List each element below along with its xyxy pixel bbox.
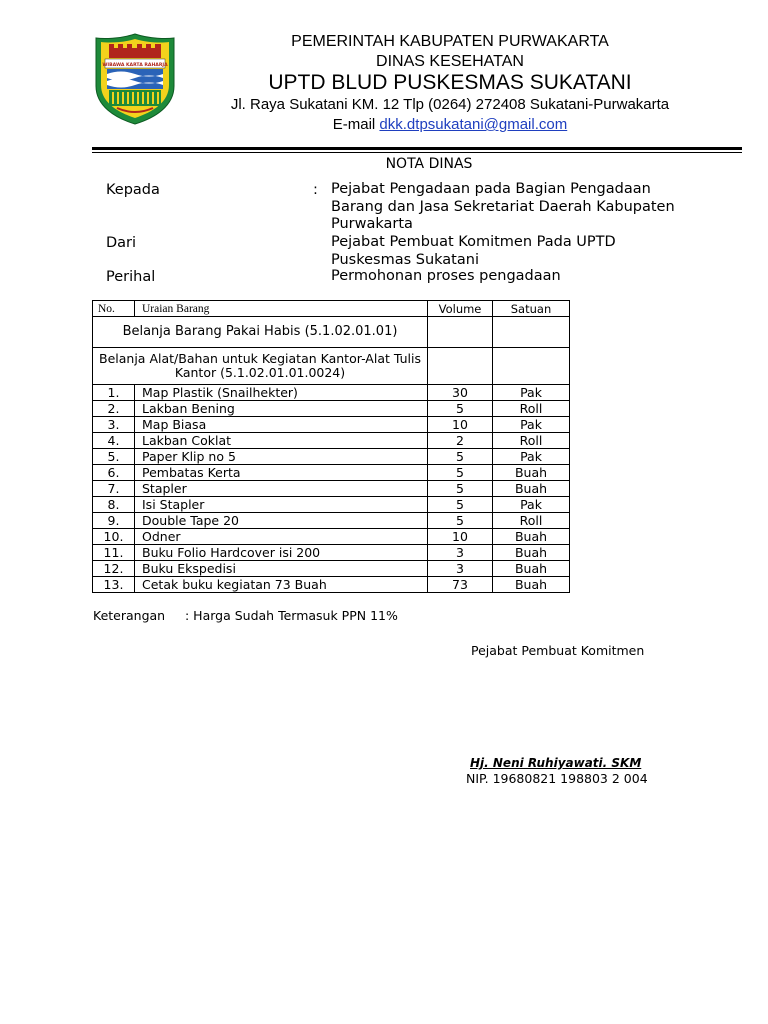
item-no: 10.	[93, 529, 135, 545]
item-uraian: Map Biasa	[135, 417, 428, 433]
item-no: 5.	[93, 449, 135, 465]
letterhead-address: Jl. Raya Sukatani KM. 12 Tlp (0264) 272408 Sukatani-Purwakarta	[230, 96, 670, 113]
dari-label: Dari	[106, 235, 137, 251]
signature-role: Pejabat Pembuat Komitmen	[471, 643, 645, 658]
item-volume: 10	[428, 417, 493, 433]
group-satuan-cell	[493, 317, 570, 348]
table-header-row	[93, 301, 570, 317]
table-row	[93, 529, 570, 545]
item-uraian: Stapler	[135, 481, 428, 497]
header-divider-thin	[92, 152, 742, 153]
header-no: No.	[93, 301, 135, 317]
table-row	[93, 385, 570, 401]
item-volume: 5	[428, 401, 493, 417]
letterhead-department: DINAS KESEHATAN	[376, 53, 524, 70]
item-satuan: Pak	[493, 385, 570, 401]
item-satuan: Roll	[493, 401, 570, 417]
table-row	[93, 513, 570, 529]
item-no: 9.	[93, 513, 135, 529]
item-uraian: Odner	[135, 529, 428, 545]
purwakarta-regency-logo	[93, 32, 177, 126]
item-volume: 3	[428, 545, 493, 561]
item-no: 11.	[93, 545, 135, 561]
table-row	[93, 449, 570, 465]
group-title: Belanja Barang Pakai Habis (5.1.02.01.01)	[93, 317, 428, 348]
item-volume: 5	[428, 497, 493, 513]
item-no: 2.	[93, 401, 135, 417]
header-volume: Volume	[428, 301, 493, 317]
email-label: E-mail	[332, 116, 380, 133]
item-uraian: Map Plastik (Snailhekter)	[135, 385, 428, 401]
table-row	[93, 481, 570, 497]
subgroup-row	[93, 348, 570, 385]
table-row	[93, 417, 570, 433]
kepada-value: Pejabat Pengadaan pada Bagian Pengadaan Barang dan Jasa Sekretariat Daerah Kabupaten Purwakarta	[331, 181, 675, 233]
header-satuan: Satuan	[493, 301, 570, 317]
item-uraian: Lakban Bening	[135, 401, 428, 417]
item-uraian: Lakban Coklat	[135, 433, 428, 449]
item-uraian: Buku Ekspedisi	[135, 561, 428, 577]
subgroup-title: Belanja Alat/Bahan untuk Kegiatan Kantor-Alat Tulis Kantor (5.1.02.01.01.0024)	[93, 348, 428, 385]
signature-name: Hj. Neni Ruhiyawati. SKM	[470, 756, 642, 770]
logo-motto: WIBAWA KARTA RAHARJA	[102, 63, 168, 68]
perihal-value: Permohonan proses pengadaan	[331, 268, 561, 284]
email-link[interactable]: dkk.dtpsukatani@gmail.com	[379, 116, 568, 133]
group-row	[93, 317, 570, 348]
item-uraian: Double Tape 20	[135, 513, 428, 529]
item-no: 1.	[93, 385, 135, 401]
header-uraian: Uraian Barang	[135, 301, 428, 317]
keterangan-value: : Harga Sudah Termasuk PPN 11%	[185, 608, 398, 623]
document-title: NOTA DINAS	[385, 156, 473, 172]
item-no: 7.	[93, 481, 135, 497]
item-satuan: Roll	[493, 433, 570, 449]
item-satuan: Buah	[493, 545, 570, 561]
item-uraian: Pembatas Kerta	[135, 465, 428, 481]
perihal-label: Perihal	[106, 269, 156, 285]
item-uraian: Buku Folio Hardcover isi 200	[135, 545, 428, 561]
group-volume-cell	[428, 317, 493, 348]
item-satuan: Pak	[493, 449, 570, 465]
kepada-label: Kepada	[106, 182, 160, 198]
table-row	[93, 401, 570, 417]
item-satuan: Pak	[493, 497, 570, 513]
item-satuan: Roll	[493, 513, 570, 529]
table-row	[93, 545, 570, 561]
subgroup-satuan-cell	[493, 348, 570, 385]
item-volume: 73	[428, 577, 493, 593]
item-volume: 2	[428, 433, 493, 449]
table-row	[93, 433, 570, 449]
item-volume: 30	[428, 385, 493, 401]
item-volume: 5	[428, 513, 493, 529]
item-volume: 5	[428, 481, 493, 497]
letterhead-government: PEMERINTAH KABUPATEN PURWAKARTA	[291, 33, 609, 50]
item-satuan: Buah	[493, 577, 570, 593]
dari-value: Pejabat Pembuat Komitmen Pada UPTD Puskesmas Sukatani	[331, 234, 616, 268]
item-satuan: Buah	[493, 529, 570, 545]
table-row	[93, 465, 570, 481]
items-table	[92, 300, 570, 593]
item-volume: 10	[428, 529, 493, 545]
signature-nip: NIP. 19680821 198803 2 004	[466, 771, 648, 786]
item-volume: 3	[428, 561, 493, 577]
header-divider-thick	[92, 147, 742, 150]
item-volume: 5	[428, 465, 493, 481]
item-no: 4.	[93, 433, 135, 449]
table-row	[93, 497, 570, 513]
table-row	[93, 577, 570, 593]
item-no: 12.	[93, 561, 135, 577]
kepada-colon: :	[313, 182, 318, 198]
item-no: 6.	[93, 465, 135, 481]
table-row	[93, 561, 570, 577]
item-no: 3.	[93, 417, 135, 433]
keterangan-label: Keterangan	[93, 608, 166, 623]
item-satuan: Buah	[493, 561, 570, 577]
subgroup-volume-cell	[428, 348, 493, 385]
letterhead-institution: UPTD BLUD PUSKESMAS SUKATANI	[268, 71, 632, 94]
letterhead-email-line	[200, 115, 700, 134]
item-uraian: Paper Klip no 5	[135, 449, 428, 465]
item-no: 13.	[93, 577, 135, 593]
item-volume: 5	[428, 449, 493, 465]
item-uraian: Isi Stapler	[135, 497, 428, 513]
item-uraian: Cetak buku kegiatan 73 Buah	[135, 577, 428, 593]
item-satuan: Buah	[493, 465, 570, 481]
item-satuan: Buah	[493, 481, 570, 497]
item-no: 8.	[93, 497, 135, 513]
item-satuan: Pak	[493, 417, 570, 433]
